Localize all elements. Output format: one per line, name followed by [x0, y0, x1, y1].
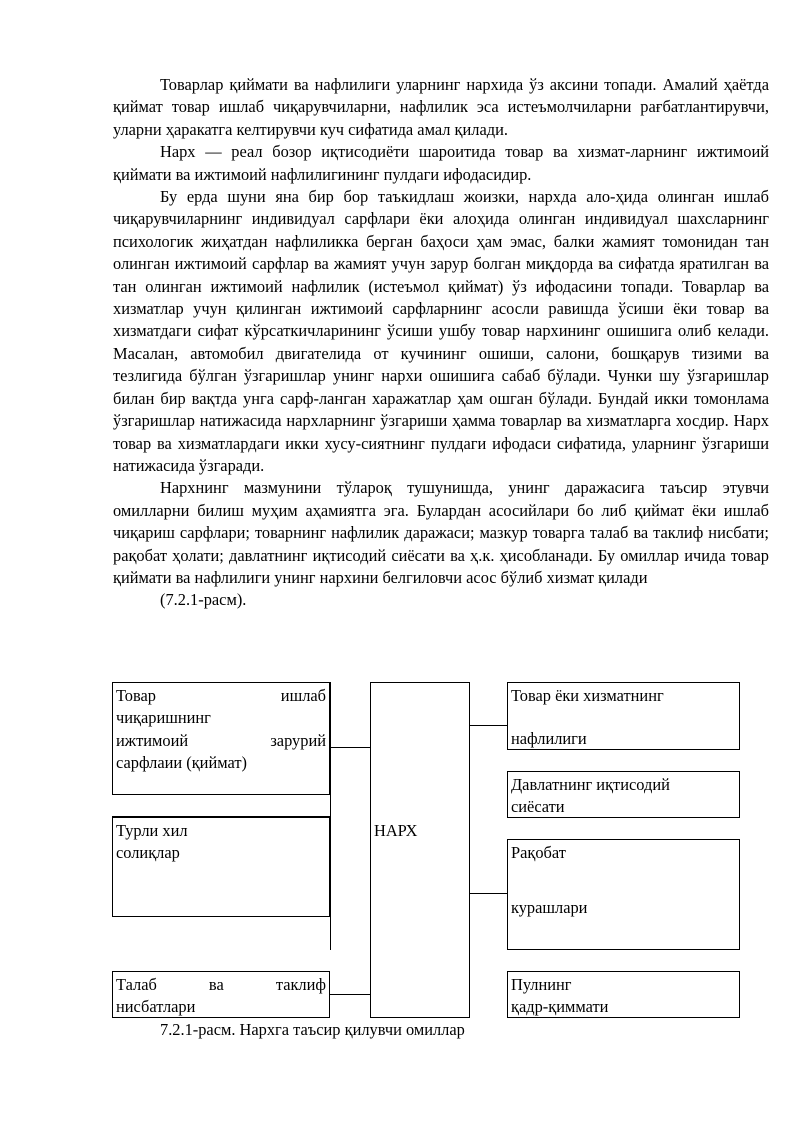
box-competition — [507, 839, 740, 950]
box-supply-demand — [112, 971, 330, 1018]
box-line: Пулнинг — [511, 975, 572, 994]
body-text — [113, 74, 769, 612]
connector-line — [470, 725, 507, 726]
paragraph: Нархнинг мазмунини тўлароқ тушунишда, унинг даражасига таъсир этувчи омилларни билиш муҳим аҳамиятга эга. Булардан асосийлари бо либ қиймат ёки ишлаб чиқариш сарфлари; товарнинг нафлилик даражаси; мазкур товарга талаб ва таклиф нисбати; рақобат ҳолати; давлатнинг иқтисодий сиёсати ва ҳ.к. ҳисобланади. Бу омиллар ичида товар қиймати ва нафлилиги унинг нархини белгиловчи асос бўлиб хизмат қилади — [113, 478, 769, 587]
box-line: қадр-қиммати — [511, 997, 609, 1017]
box-line: солиқлар — [116, 843, 180, 863]
box-line: Талаб ва таклиф — [116, 975, 326, 994]
box-price — [370, 682, 470, 1018]
box-utility — [507, 682, 740, 750]
paragraph: Нарх — реал бозор иқтисодиёти шароитида товар ва хизмат-ларнинг ижтимоий қиймати ва ижтимоий нафлилигининг пулдаги ифодасидир. — [113, 142, 769, 184]
paragraph: Бу ерда шуни яна бир бор таъкидлаш жоизки, нархда ало-ҳида олинган ишлаб чиқарувчиларнинг индивидуал сарфлари ёки алоҳида олинган индивидуал шахсларнинг психологик жиҳатдан нафлиликка берган баҳоси ҳам эмас, балки жамият томонидан тан олинган ижтимоий сарфлар ва жамият учун зарур болган миқдорда ва сифатда яратилган ва тан олинган ижтимоий нафлилик (истеъмол қиймат) ўз ифодасини топади. Товарлар ва хизматлар учун қилинган ижтимоий сарфларнинг асосли равишда ўсиши ёки товар ва хизматдаги сифат кўрсаткичларининг ўсиши ушбу товар нархининг ошишига олиб келади. Масалан, автомобил двигателида от кучининг ошиши, салони, бошқарув тизими ва тезлигида бўлган ўзгаришлар унинг нархи ошишига сабаб бўлади. Чунки шу ўзгаришлар билан бир вақтда унга сарф-ланган харажатлар ҳам ошган бўлади. Бундай икки томонлама ўзгаришлар натижасида нархларнинг ўзгариши ҳамма товарлар ва хизматларга хосдир. Нарх товар ва хизматлардаги икки хусу-сиятнинг пулдаги ифодаси сифатида, уларнинг ўзгариши натижасида ўзгаради. — [113, 187, 769, 475]
connector-line — [330, 747, 370, 748]
box-line: ижтимоий зарурий — [116, 730, 326, 750]
box-line: Рақобат — [511, 843, 566, 862]
box-money-value — [507, 971, 740, 1018]
box-state-policy — [507, 771, 740, 818]
box-line: Товар ёки хизматнинг — [511, 686, 664, 705]
box-line: сарфлаии (қиймат) — [116, 753, 247, 773]
box-line: чиқаришнинг — [116, 708, 211, 728]
figure-reference: (7.2.1-расм). — [160, 590, 247, 610]
paragraph: Товарлар қиймати ва нафлилиги уларнинг нархида ўз аксини топади. Амалий ҳаётда қиймат товар ишлаб чиқарувчиларни, нафлилик эса истеъмолчиларни рағбатлантирувчи, уларни ҳаракатга келтирувчи куч сифатида амал қилади. — [113, 75, 769, 139]
box-line: Турли хил — [116, 821, 188, 840]
connector-line — [330, 682, 331, 950]
center-label: НАРХ — [374, 821, 418, 840]
box-line: курашлари — [511, 898, 588, 918]
connector-line — [470, 893, 507, 894]
box-taxes — [112, 817, 330, 917]
box-production-cost — [112, 682, 330, 795]
box-line: Давлатнинг иқтисодий — [511, 775, 670, 794]
box-line: нисбатлари — [116, 997, 196, 1017]
box-line: сиёсати — [511, 797, 565, 817]
box-line: нафлилиги — [511, 729, 587, 749]
connector-line — [112, 816, 330, 817]
connector-line — [330, 994, 370, 995]
figure-caption: 7.2.1-расм. Нархга таъсир қилувчи омиллар — [160, 1020, 465, 1039]
box-line: Товар ишлаб — [116, 686, 326, 705]
